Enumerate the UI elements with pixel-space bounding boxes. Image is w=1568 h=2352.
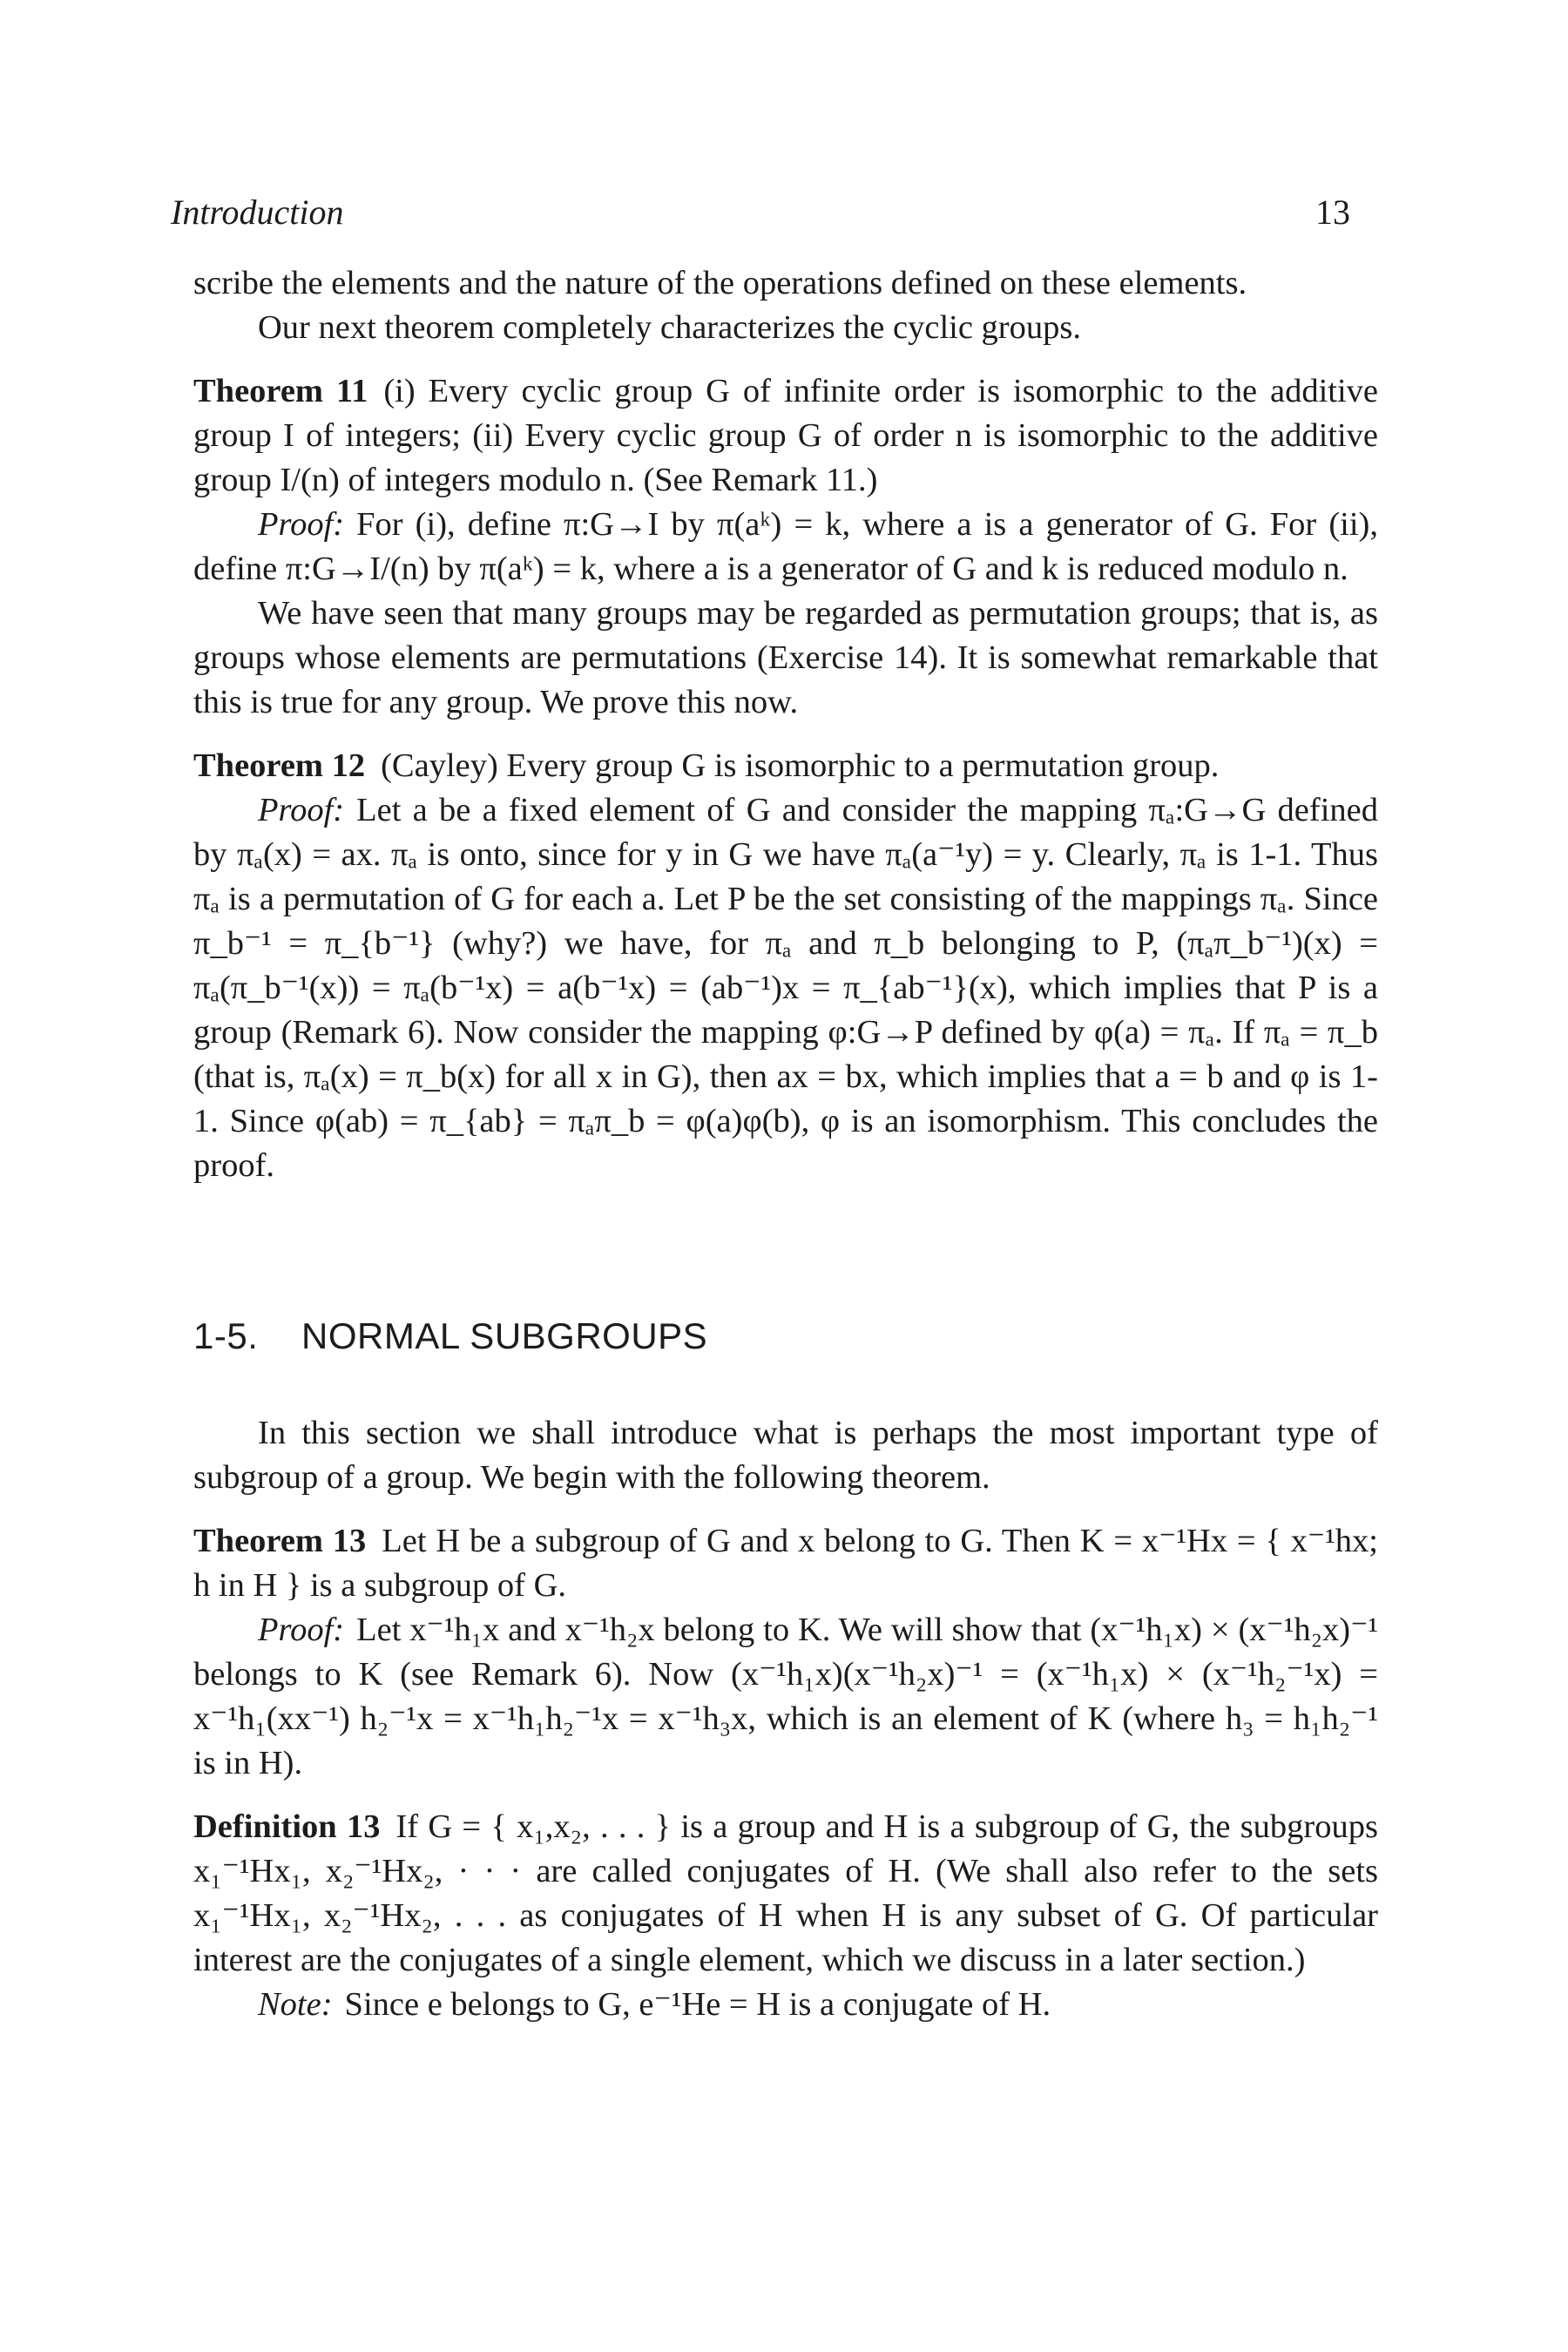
theorem-12-statement: (Cayley) Every group G is isomorphic to a permutation group. <box>381 747 1220 784</box>
theorem-13-proof <box>193 1608 1378 1786</box>
paragraph-next-theorem: Our next theorem completely characterizes the cyclic groups. <box>258 309 1081 346</box>
theorem-11-label: Theorem 11 <box>193 373 368 409</box>
body-text-upper <box>193 261 1378 1188</box>
theorem-12-proof <box>193 788 1378 1188</box>
definition-13-note <box>193 1983 1378 2027</box>
theorem-13-proof-label: Proof: <box>258 1612 345 1648</box>
theorem-13 <box>193 1519 1378 1608</box>
definition-13-label: Definition 13 <box>193 1808 381 1845</box>
theorem-13-statement: Let H be a subgroup of G and x belong to G. Then K = x⁻¹Hx = { x⁻¹hx; h in H } is a subgroup of G. <box>193 1523 1378 1604</box>
definition-13 <box>193 1805 1378 1983</box>
theorem-12-proof-text: Let a be a fixed element of G and consider the mapping πₐ:G→G defined by πₐ(x) = ax. πₐ is onto, since for y in G we have πₐ(a⁻¹y) = y. Clearly, πₐ is 1-1. Thus πₐ is a permutation of G for each a. Let P be the set consisting of the mappings πₐ. Since π_b⁻¹ = π_{b⁻¹} (why?) we have, for πₐ and π_b belonging to P, (πₐπ_b⁻¹)(x) = πₐ(π_b⁻¹(x)) = πₐ(b⁻¹x) = a(b⁻¹x) = (ab⁻¹)x = π_{ab⁻¹}(x), which implies that P is a group (Remark 6). Now consider the mapping φ:G→P defined by φ(a) = πₐ. If πₐ = π_b (that is, πₐ(x) = π_b(x) for all x in G), then ax = bx, which implies that a = b and φ is 1-1. Since φ(ab) = π_{ab} = πₐπ_b = φ(a)φ(b), φ is an isomorphism. This concludes the proof. <box>193 792 1378 1184</box>
theorem-13-label: Theorem 13 <box>193 1523 367 1559</box>
paragraph-permutation-groups: We have seen that many groups may be regarded as permutation groups; that is, as groups whose elements are permutations (Exercise 14). It is somewhat remarkable that this is true for any group. We prove this now. <box>193 595 1378 720</box>
section-heading <box>193 1315 707 1357</box>
theorem-13-proof-text: Let x⁻¹h₁x and x⁻¹h₂x belong to K. We will show that (x⁻¹h₁x) × (x⁻¹h₂x)⁻¹ belongs to K (see Remark 6). Now (x⁻¹h₁x)(x⁻¹h₂x)⁻¹ = (x⁻¹h₁x) × (x⁻¹h₂⁻¹x) = x⁻¹h₁(xx⁻¹) h₂⁻¹x = x⁻¹h₁h₂⁻¹x = x⁻¹h₃x, which is an element of K (where h₃ = h₁h₂⁻¹ is in H). <box>193 1612 1378 1781</box>
body-text-lower <box>193 1411 1378 2027</box>
paragraph-continuation: scribe the elements and the nature of the operations defined on these elements. <box>193 265 1247 301</box>
note-text: Since e belongs to G, e⁻¹He = H is a conjugate of H. <box>344 1986 1051 2023</box>
theorem-11-proof <box>193 503 1378 591</box>
theorem-11-proof-text: For (i), define π:G→I by π(aᵏ) = k, where a is a generator of G. For (ii), define π:G→I/(n) by π(aᵏ) = k, where a is a generator of G and k is reduced modulo n. <box>193 506 1378 587</box>
running-header-title: Introduction <box>171 193 344 232</box>
theorem-11-statement: (i) Every cyclic group G of infinite order is isomorphic to the additive group I of integers; (ii) Every cyclic group G of order n is isomorphic to the additive group I/(n) of integers modulo n. (See Remark 11.) <box>193 373 1379 498</box>
section-title: NORMAL SUBGROUPS <box>301 1315 708 1356</box>
theorem-11 <box>193 369 1378 503</box>
section-number: 1-5. <box>193 1315 259 1356</box>
definition-13-text: If G = { x₁,x₂, . . . } is a group and H is a subgroup of G, the subgroups x₁⁻¹Hx₁, x₂⁻¹Hx₂, · · · are called conjugates of H. (We shall also refer to the sets x₁⁻¹Hx₁, x₂⁻¹Hx₂, . . . as conjugates of H when H is any subset of G. Of particular interest are the conjugates of a single element, which we discuss in a later section.) <box>193 1808 1378 1978</box>
theorem-11-proof-label: Proof: <box>258 506 345 543</box>
paragraph-section-intro: In this section we shall introduce what is perhaps the most important type of subgroup of a group. We begin with the following theorem. <box>193 1415 1378 1496</box>
note-label: Note: <box>258 1986 333 2023</box>
page-number: 13 <box>1315 193 1350 232</box>
theorem-12 <box>193 744 1378 788</box>
theorem-12-proof-label: Proof: <box>258 792 345 828</box>
theorem-12-label: Theorem 12 <box>193 747 366 784</box>
